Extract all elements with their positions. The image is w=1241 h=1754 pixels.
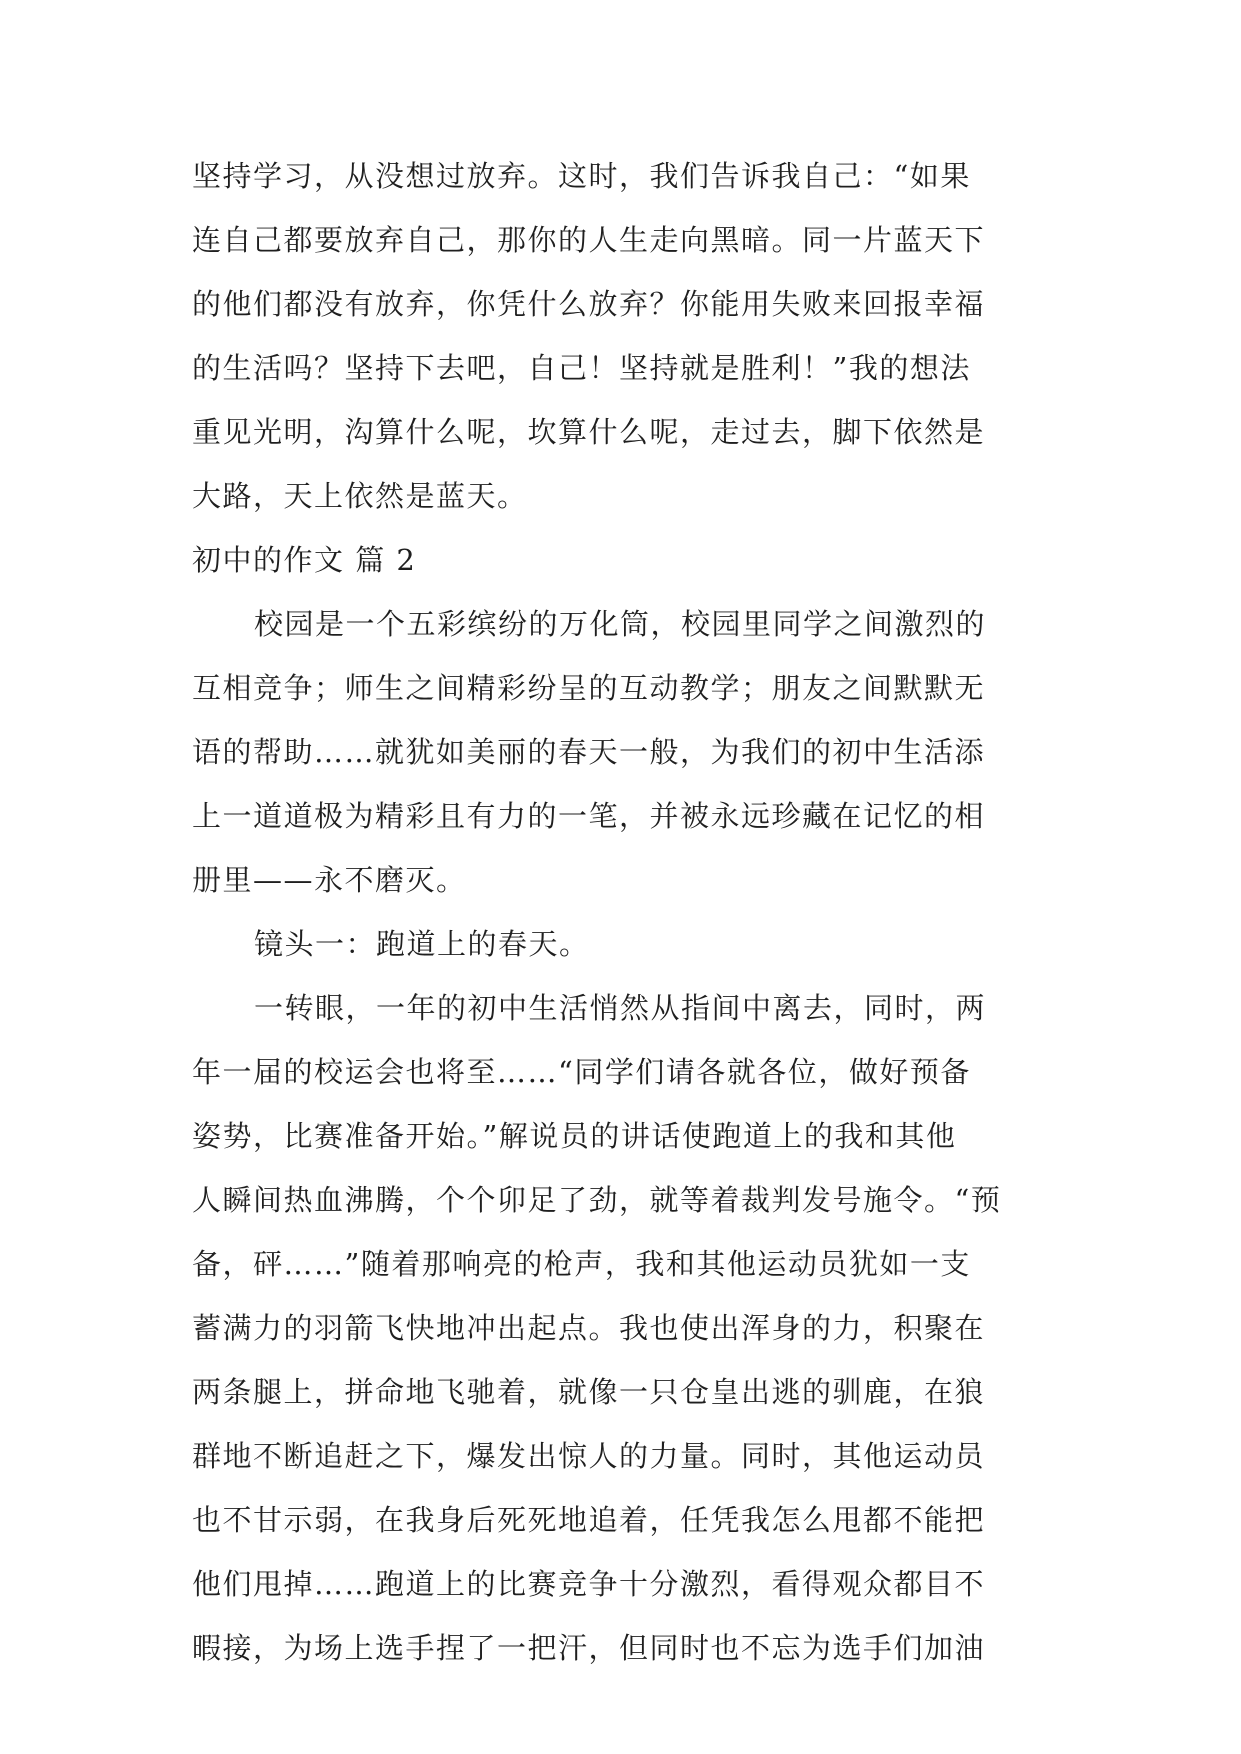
text-line: 两条腿上，拼命地飞驰着，就像一只仓皇出逃的驯鹿，在狼 bbox=[192, 1375, 986, 1409]
subheading-line: 镜头一：跑道上的春天。 bbox=[254, 927, 590, 961]
text-line: 的他们都没有放弃，你凭什么放弃？你能用失败来回报幸福 bbox=[192, 287, 986, 321]
section-heading: 初中的作文 篇 2 bbox=[192, 543, 417, 577]
text-line: 备，砰……”随着那响亮的枪声，我和其他运动员犹如一支 bbox=[192, 1247, 971, 1281]
text-line: 蓄满力的羽箭飞快地冲出起点。我也使出浑身的力，积聚在 bbox=[192, 1311, 986, 1345]
text-line: 的生活吗？坚持下去吧，自己！坚持就是胜利！”我的想法 bbox=[192, 351, 971, 385]
text-line: 连自己都要放弃自己，那你的人生走向黑暗。同一片蓝天下 bbox=[192, 223, 986, 257]
text-line: 大路，天上依然是蓝天。 bbox=[192, 479, 528, 513]
text-line: 重见光明，沟算什么呢，坎算什么呢，走过去，脚下依然是 bbox=[192, 415, 986, 449]
text-line: 暇接，为场上选手捏了一把汗，但同时也不忘为选手们加油 bbox=[192, 1631, 986, 1665]
text-line: 群地不断追赶之下，爆发出惊人的力量。同时，其他运动员 bbox=[192, 1439, 986, 1473]
paragraph-first-line: 一转眼，一年的初中生活悄然从指间中离去，同时，两 bbox=[254, 991, 987, 1025]
text-line: 上一道道极为精彩且有力的一笔，并被永远珍藏在记忆的相 bbox=[192, 799, 986, 833]
text-line: 他们甩掉……跑道上的比赛竞争十分激烈，看得观众都目不 bbox=[192, 1567, 986, 1601]
text-line: 年一届的校运会也将至……“同学们请各就各位，做好预备 bbox=[192, 1055, 971, 1089]
text-line: 也不甘示弱，在我身后死死地追着，任凭我怎么甩都不能把 bbox=[192, 1503, 986, 1537]
text-line: 语的帮助……就犹如美丽的春天一般，为我们的初中生活添 bbox=[192, 735, 986, 769]
text-line: 人瞬间热血沸腾，个个卯足了劲，就等着裁判发号施令。“预 bbox=[192, 1183, 1002, 1217]
text-line: 姿势，比赛准备开始。”解说员的讲话使跑道上的我和其他 bbox=[192, 1119, 957, 1153]
text-line: 册里——永不磨灭。 bbox=[192, 863, 467, 897]
text-line: 坚持学习，从没想过放弃。这时，我们告诉我自己：“如果 bbox=[192, 159, 971, 193]
paragraph-first-line: 校园是一个五彩缤纷的万化筒，校园里同学之间激烈的 bbox=[254, 607, 987, 641]
essay-text bbox=[192, 144, 1052, 1680]
text-line: 互相竞争；师生之间精彩纷呈的互动教学；朋友之间默默无 bbox=[192, 671, 986, 705]
